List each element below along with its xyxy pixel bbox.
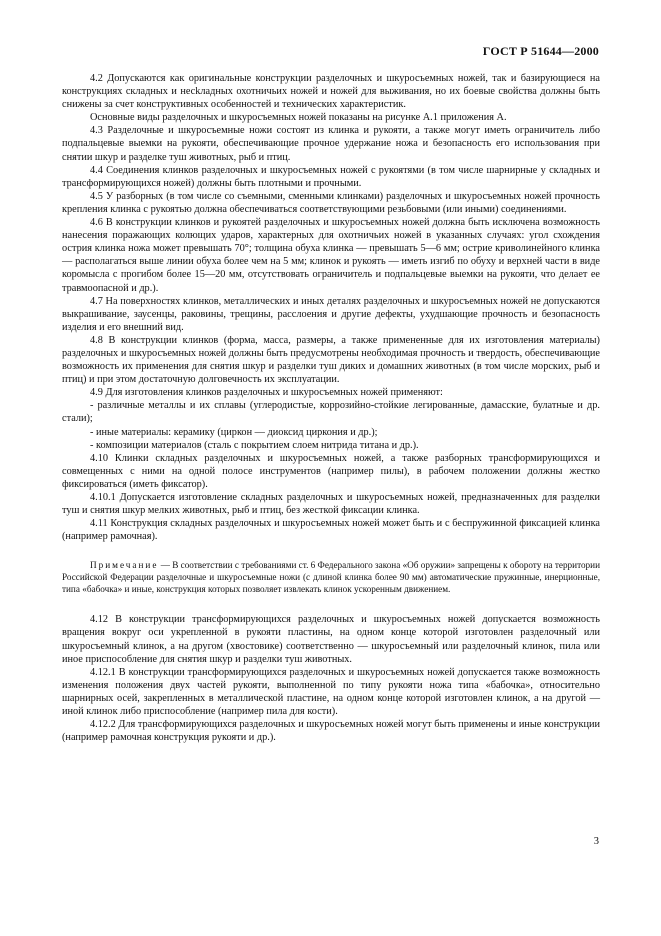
standard-number: ГОСТ Р 51644—2000	[482, 44, 599, 58]
paragraph-figure-reference: Основные виды разделочных и шкуросъемных ножей показаны на рисунке А.1 приложения А.	[90, 112, 507, 124]
paragraph-4-12: 4.12 В конструкции трансформирующихся разделочных и шкуросъемных ножей допускается возможность вращения вокруг оси укрепленной в рукояти пластины, на одном конце которой изготовлен разделочный или шкуросъемный клинок, а на другом (хвостовике) соответственно — шкуросъемный или разделочный клинок, пила или иное приспособление для снятия шкур и разделки туш животных.	[62, 614, 600, 665]
paragraph-4-10-1: 4.10.1 Допускается изготовление складных разделочных и шкуросъемных ножей, предназначенных для разделки туш и снятия шкур мелких животных, рыб и птиц, без жесткой фиксации клинка.	[62, 492, 600, 517]
paragraph-4-12-2: 4.12.2 Для трансформирующихся разделочных и шкуросъемных ножей могут быть применены и иные конструкции (например рамочная конструкция рукояти и др.).	[62, 719, 600, 744]
note	[62, 559, 600, 595]
paragraph-4-6: 4.6 В конструкции клинков и рукоятей разделочных и шкуросъемных ножей должна быть исключена возможность нанесения поражающих колющих ударов, характерных для охотничьих ножей в указанных случаях: угол схождения острия клинка ножа может превышать 70°; толщина обуха клинка — превышать 5—6 мм; острие криволинейного клинка — располагаться выше линии обуха более чем на 5 мм; клинок и рукоять — иметь изгиб по обуху и верхней части в виде коромысла с прогибом более 15—20 мм, отсутствовать ограничитель и подпальцевые выемки на рукояти, что делает ее травмоопасной и др.).	[62, 217, 600, 294]
paragraph-4-5: 4.5 У разборных (в том числе со съемными, сменными клинками) разделочных и шкуросъемных ножей прочность крепления клинка с рукоятью должна обеспечиваться соответствующими резьбовыми (или иными) соединениями.	[62, 190, 600, 215]
list-item-metals: - различные металлы и их сплавы (углеродистые, коррозийно-стойкие легированные, дамасские, булатные и др. стали);	[62, 400, 600, 425]
paragraph-4-9: 4.9 Для изготовления клинков разделочных и шкуросъемных ножей применяют:	[90, 387, 443, 399]
paragraph-4-12-1: 4.12.1 В конструкции трансформирующихся разделочных и шкуросъемных ножей допускается также возможность изменения положения двух частей рукояти, выполненной по типу рукояти ножа типа «бабочка», относительно шарнирных осей, закрепленных в металлической пластине, на одном конце которой изготовлен клинок, а на другой — иной клинок либо приспособление (например пила для кости).	[62, 666, 600, 718]
paragraph-4-8: 4.8 В конструкции клинков (форма, масса, размеры, а также примененные для их изготовления материалы) разделочных и шкуросъемных ножей должны быть предусмотрены необходимая прочность и твердость, обеспечивающие возможность их применения для снятия шкур и разделки туш диких и домашних животных (в том числе морских, рыб и птиц) и при этом достаточную долговечность их эксплуатации.	[62, 334, 600, 386]
note-text: — В соответствии с требованиями ст. 6 Федерального закона «Об оружии» запрещены к обороту на территории Российской Федерации разделочные и шкуросъемные ножи (с длиной клинка более 90 мм) автоматические пружинные, инерционные, типа «бабочка» и иные, конструкция которых позволяет извлекать клинок ускоренным движением.	[62, 560, 600, 595]
page-number: 3	[593, 836, 599, 847]
paragraph-4-4: 4.4 Соединения клинков разделочных и шкуросъемных ножей с рукоятями (в том числе шарнирные у складных и трансформирующихся ножей) должны быть плотными и прочными.	[62, 164, 600, 189]
note-label: Примечание	[90, 560, 159, 571]
paragraph-4-3: 4.3 Разделочные и шкуросъемные ножи состоят из клинка и рукояти, а также могут иметь ограничитель либо подпальцевые выемки на рукояти, обеспечивающие прочное удержание ножа и безопасность его использования при снятии шкур и разделке туш животных, рыб и птиц.	[62, 125, 600, 163]
paragraph-4-11: 4.11 Конструкция складных разделочных и шкуросъемных ножей может быть и с беспружинной фиксацией клинка (например рамочная).	[62, 518, 600, 543]
paragraph-4-7: 4.7 На поверхностях клинков, металлических и иных деталях разделочных и шкуросъемных ножей не допускаются выкрашивание, заусенцы, раковины, трещины, расслоения и другие дефекты, ухудшающие прочность и безопасность изделия и его внешний вид.	[62, 295, 600, 333]
document-body	[62, 72, 600, 744]
paragraph-4-10: 4.10 Клинки складных разделочных и шкуросъемных ножей, а также разборных трансформирующихся и совмещенных с ними на одной полосе инструментов (например пилы), в рабочем положении должны жестко фиксироваться (иметь фиксатор).	[62, 452, 600, 490]
list-item-composites: - композиции материалов (сталь с покрытием слоем нитрида титана и др.).	[90, 439, 419, 451]
paragraph-4-2: 4.2 Допускаются как оригинальные конструкции разделочных и шкуросъемных ножей, так и базирующиеся на конструкциях складных и несkладных охотничьих ножей и ножей для выживания, но их боевые свойства должны быть снижены за счет конструктивных особенностей и технических характеристик.	[62, 73, 600, 111]
list-item-ceramics: - иные материалы: керамику (циркон — диоксид циркония и др.);	[90, 426, 378, 438]
